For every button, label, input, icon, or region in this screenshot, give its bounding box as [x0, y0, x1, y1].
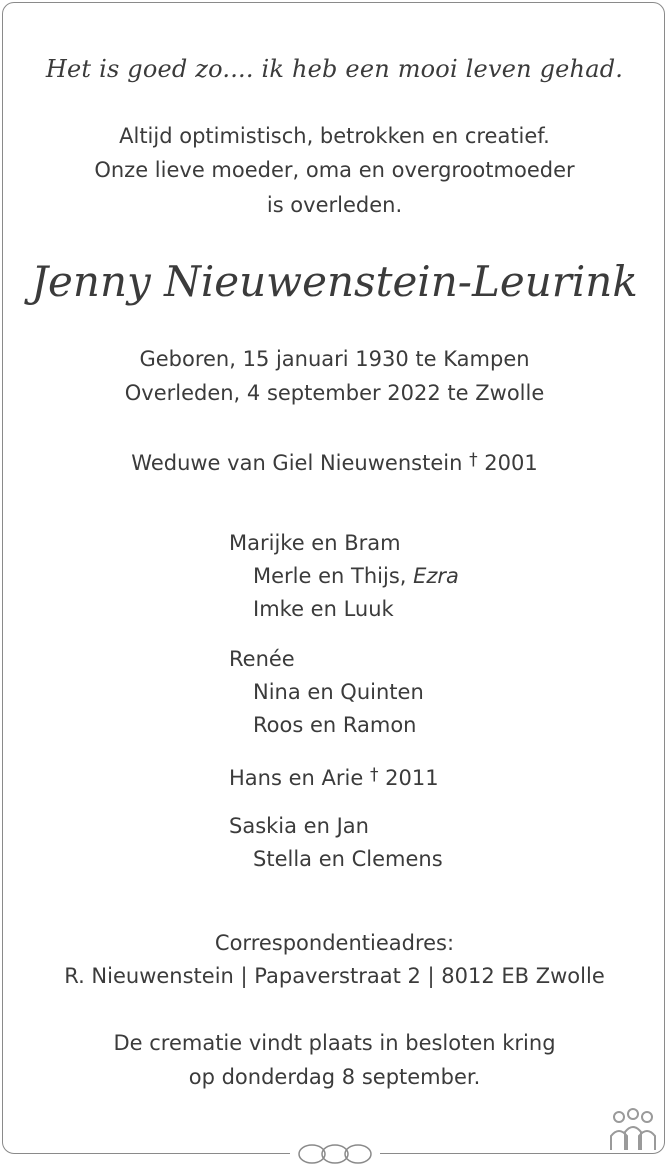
family-group-3-text: Hans en Arie	[229, 766, 364, 790]
family-group-2-head: Renée	[229, 647, 295, 671]
intro-line-1: Altijd optimistisch, betrokken en creatief.	[119, 124, 550, 148]
death-date: Overleden, 4 september 2022 te Zwolle	[124, 381, 545, 405]
correspondence-address: R. Nieuwenstein | Papaverstraat 2 | 8012 EB Zwolle	[64, 964, 605, 988]
family-group-4-member-1: Stella en Clemens	[253, 847, 443, 871]
birth-date: Geboren, 15 januari 1930 te Kampen	[139, 347, 530, 371]
family-group-1-member-1	[229, 560, 459, 593]
family-group-2-member-1: Nina en Quinten	[253, 680, 424, 704]
family-people-logo-icon	[607, 1108, 659, 1152]
family-group-1-member-2: Imke en Luuk	[253, 597, 394, 621]
deceased-name: Jenny Nieuwenstein-Leurink	[31, 257, 638, 306]
family-group-3-head	[229, 759, 439, 795]
family-group-1-head: Marijke en Bram	[229, 531, 401, 555]
motto: Het is goed zo.... ik heb een mooi leven gehad.	[45, 55, 624, 83]
intro-line-2: Onze lieve moeder, oma en overgrootmoeder	[94, 158, 575, 182]
cremation-line-1: De crematie vindt plaats in besloten kring	[113, 1031, 556, 1055]
widow-year: 2001	[484, 451, 538, 475]
family-member-italic: Ezra	[413, 564, 459, 588]
correspondence-label: Correspondentieadres:	[214, 931, 455, 955]
family-group-3-year: 2011	[385, 766, 439, 790]
cross-icon: †	[369, 765, 379, 785]
family-member-text: Merle en Thijs,	[253, 564, 414, 588]
widow-line	[0, 443, 669, 480]
cross-icon: †	[469, 450, 478, 470]
triple-loop-ornament-icon	[290, 1138, 380, 1170]
family-group-2-member-2: Roos en Ramon	[253, 713, 417, 737]
widow-text: Weduwe van Giel Nieuwenstein	[131, 451, 463, 475]
cremation-line-2: op donderdag 8 september.	[188, 1065, 481, 1089]
intro-line-3: is overleden.	[266, 193, 403, 217]
family-group-4-head: Saskia en Jan	[229, 814, 369, 838]
